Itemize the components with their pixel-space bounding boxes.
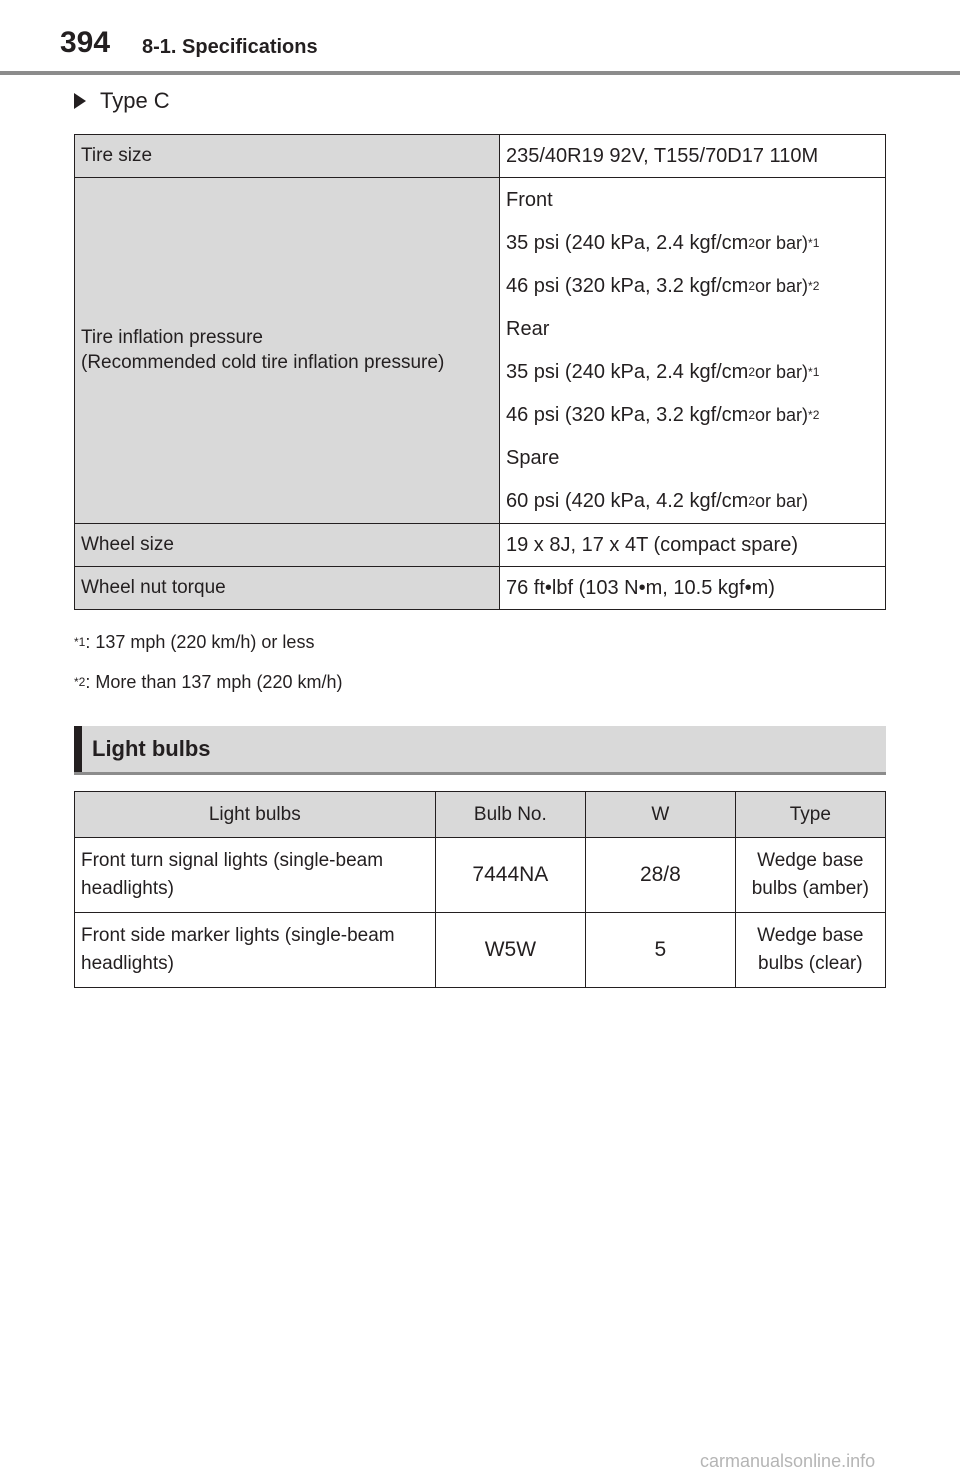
rear-label: Rear [506, 317, 550, 340]
spare-label: Spare [506, 446, 560, 469]
bulb-number-cell: 7444NA [435, 838, 586, 913]
wheel-size-label: Wheel size [75, 524, 500, 567]
bulb-type-cell: Wedge base bulbs (clear) [735, 913, 885, 988]
spare-pressure: 60 psi (420 kPa, 4.2 kgf/cm 2 or bar) [506, 489, 809, 512]
footnotes [74, 622, 342, 702]
inflation-label [75, 178, 500, 524]
header-divider [0, 71, 960, 75]
light-bulbs-heading-band [74, 726, 886, 774]
page-header [0, 0, 960, 76]
table-row [75, 135, 886, 178]
footnote-2: *2 : More than 137 mph (220 km/h) [74, 671, 343, 692]
type-heading-text: Type C [100, 88, 170, 113]
tire-size-value: 235/40R19 92V, T155/70D17 110M [500, 135, 886, 178]
front-pressure-1: 35 psi (240 kPa, 2.4 kgf/cm 2 or bar) *1 [506, 231, 820, 254]
bulb-type-cell: Wedge base bulbs (amber) [735, 838, 885, 913]
bulb-name-cell: Front side marker lights (single-beam headlights) [75, 913, 436, 988]
bulb-watts-cell: 28/8 [586, 838, 735, 913]
watermark: carmanualsonline.info [700, 1451, 876, 1471]
triangle-bullet-icon [74, 93, 86, 109]
inflation-label-line1: Tire inflation pressure [81, 326, 263, 348]
page-number: 394 [60, 26, 111, 59]
column-header-light-bulbs: Light bulbs [75, 792, 436, 838]
inflation-label-line2: (Recommended cold tire inflation pressure) [81, 351, 445, 373]
tire-spec-table [74, 134, 886, 610]
bulb-number-cell: W5W [435, 913, 586, 988]
front-pressure-2: 46 psi (320 kPa, 3.2 kgf/cm 2 or bar) *2 [506, 274, 820, 297]
table-row [75, 567, 886, 610]
heading-accent-bar [74, 726, 82, 774]
rear-pressure-1: 35 psi (240 kPa, 2.4 kgf/cm 2 or bar) *1 [506, 360, 820, 383]
table-row [75, 178, 886, 524]
table-row [75, 913, 886, 988]
heading-underline [74, 772, 886, 775]
bulb-watts-cell: 5 [586, 913, 735, 988]
light-bulbs-heading: Light bulbs [92, 736, 211, 761]
bulb-name-cell: Front turn signal lights (single-beam headlights) [75, 838, 436, 913]
type-heading [74, 88, 170, 114]
wheel-size-value: 19 x 8J, 17 x 4T (compact spare) [500, 524, 886, 567]
wheel-nut-label: Wheel nut torque [75, 567, 500, 610]
rear-pressure-2: 46 psi (320 kPa, 3.2 kgf/cm 2 or bar) *2 [506, 403, 820, 426]
inflation-values [500, 178, 886, 524]
table-header-row [75, 792, 886, 838]
column-header-watts: W [586, 792, 735, 838]
front-label: Front [506, 188, 553, 211]
section-title: 8-1. Specifications [142, 36, 318, 58]
column-header-type: Type [735, 792, 885, 838]
column-header-bulb-no: Bulb No. [435, 792, 586, 838]
table-row [75, 838, 886, 913]
light-bulbs-table [74, 791, 886, 988]
tire-size-label: Tire size [75, 135, 500, 178]
footnote-1: *1 : 137 mph (220 km/h) or less [74, 631, 315, 652]
wheel-nut-value: 76 ft•lbf (103 N•m, 10.5 kgf•m) [500, 567, 886, 610]
table-row [75, 524, 886, 567]
